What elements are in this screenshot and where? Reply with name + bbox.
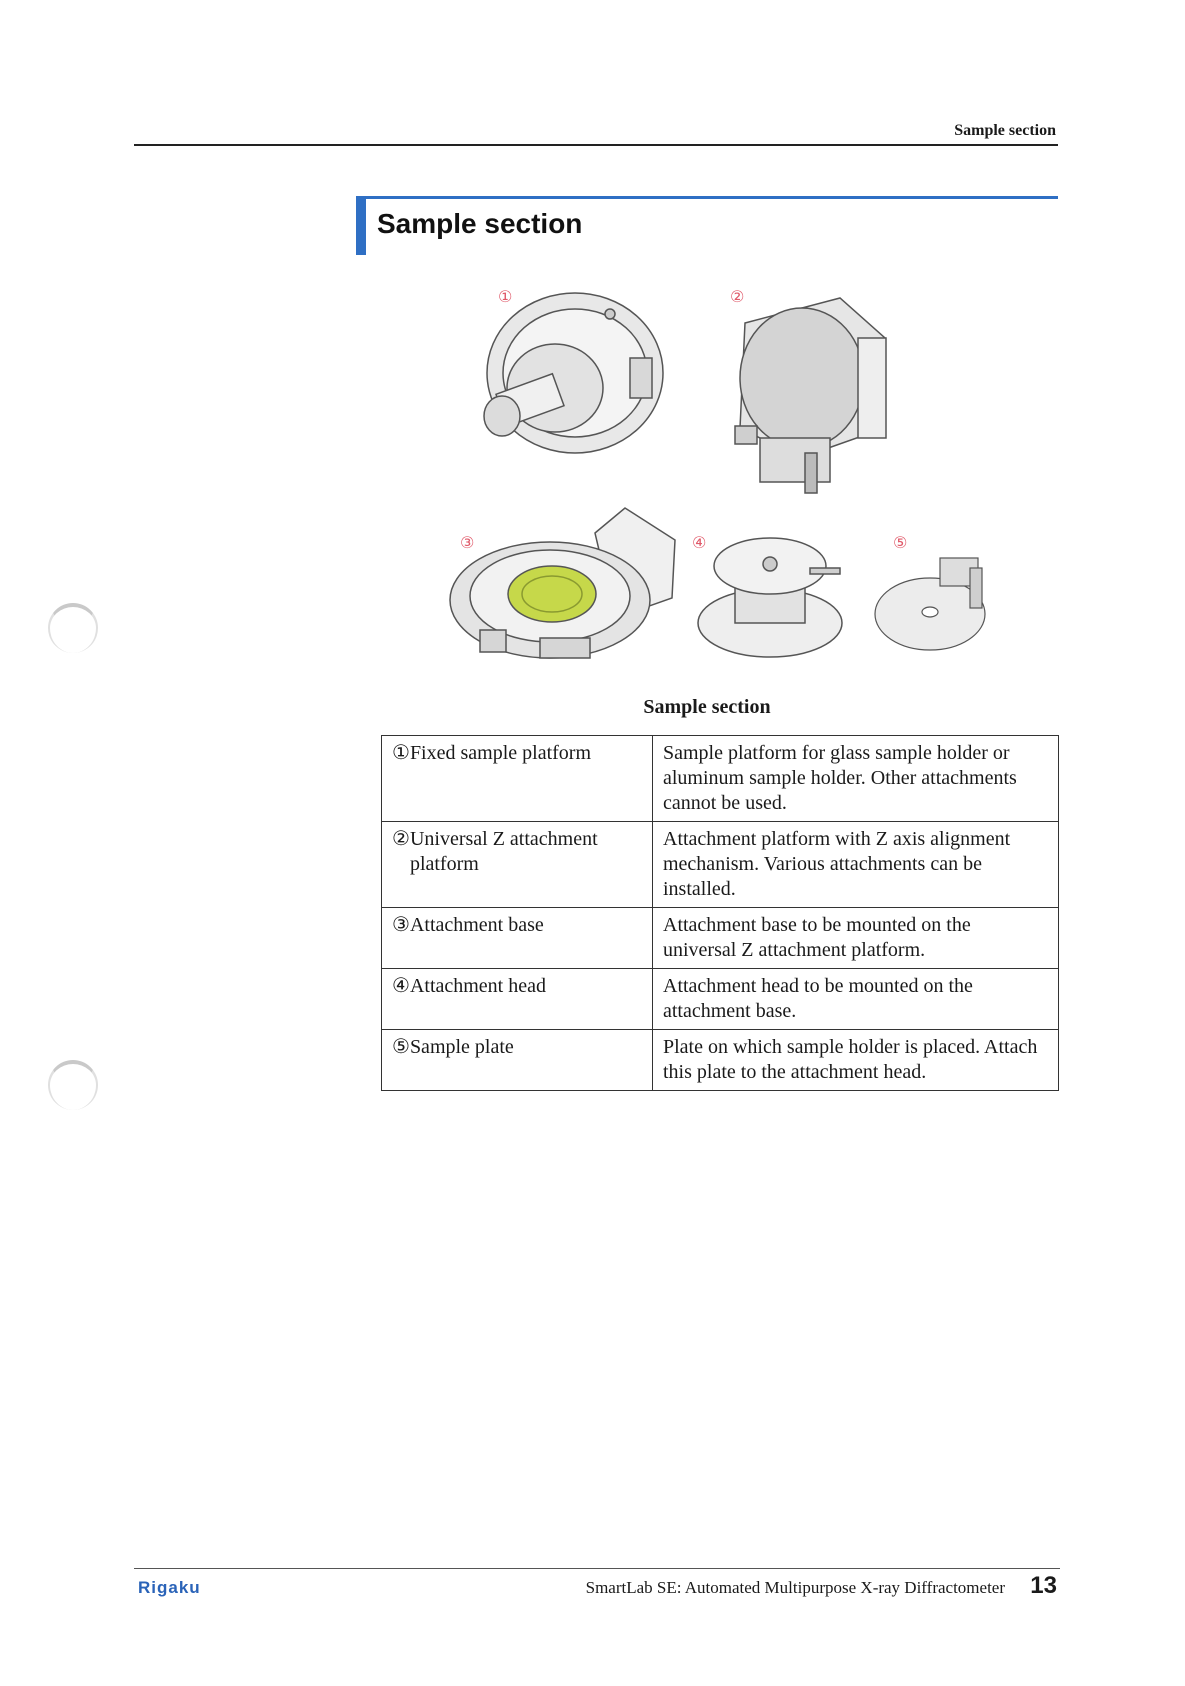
part-description: Sample platform for glass sample holder or aluminum sample holder. Other attachments cannot be used.	[653, 736, 1059, 822]
part-name-cell	[382, 908, 653, 969]
running-head	[134, 118, 1058, 146]
callout-1: ①	[498, 287, 513, 306]
part-name: Attachment head	[409, 975, 546, 997]
table-row	[382, 969, 1059, 1030]
table-row	[382, 736, 1059, 822]
attachment-base-drawing	[450, 508, 675, 658]
callout-4: ④	[692, 533, 707, 552]
part-name-cell	[382, 1030, 653, 1091]
heading-accent-bar	[356, 196, 366, 255]
part-name-cell	[382, 969, 653, 1030]
section-title: Sample section	[377, 208, 583, 239]
parts-table	[381, 735, 1059, 1091]
part-number: ⑤	[392, 1036, 410, 1058]
callout-3: ③	[460, 533, 475, 552]
callout-2: ②	[730, 287, 745, 306]
part-name: Sample plate	[409, 1036, 514, 1058]
part-number: ③	[392, 914, 410, 936]
table-row	[382, 1030, 1059, 1091]
part-name-cell	[382, 736, 653, 822]
part-name-cell	[382, 822, 653, 908]
heading-rule	[356, 196, 1058, 199]
part-description: Plate on which sample holder is placed. Attach this plate to the attachment head.	[653, 1030, 1059, 1091]
part-description: Attachment platform with Z axis alignment mechanism. Various attachments can be installed.	[653, 822, 1059, 908]
part-description: Attachment base to be mounted on the universal Z attachment platform.	[653, 908, 1059, 969]
footer-title: SmartLab SE: Automated Multipurpose X-ray Diffractometer	[585, 1578, 1005, 1597]
part-name: Universal Z attachment platform	[409, 828, 598, 875]
sample-section-illustration	[440, 278, 1000, 678]
part-name: Fixed sample platform	[409, 742, 592, 764]
callout-5: ⑤	[893, 533, 908, 552]
hole-punch-mark	[48, 603, 98, 653]
sample-plate-drawing	[875, 558, 985, 650]
part-number: ④	[392, 975, 410, 997]
part-number: ②	[392, 828, 410, 850]
universal-z-platform-drawing	[735, 298, 886, 493]
table-row	[382, 908, 1059, 969]
running-head-text: Sample section	[954, 122, 1056, 139]
hole-punch-mark	[48, 1060, 98, 1110]
page-number: 13	[1030, 1572, 1057, 1599]
fixed-sample-platform-drawing	[484, 293, 663, 453]
table-row	[382, 822, 1059, 908]
attachment-head-drawing	[698, 538, 842, 657]
part-number: ①	[392, 742, 410, 764]
footer-rule	[134, 1568, 1060, 1569]
rigaku-logo: Rigaku	[138, 1578, 201, 1597]
sample-section-figure	[440, 278, 1000, 678]
part-description: Attachment head to be mounted on the attachment base.	[653, 969, 1059, 1030]
part-name: Attachment base	[409, 914, 544, 936]
figure-caption: Sample section	[643, 696, 771, 718]
